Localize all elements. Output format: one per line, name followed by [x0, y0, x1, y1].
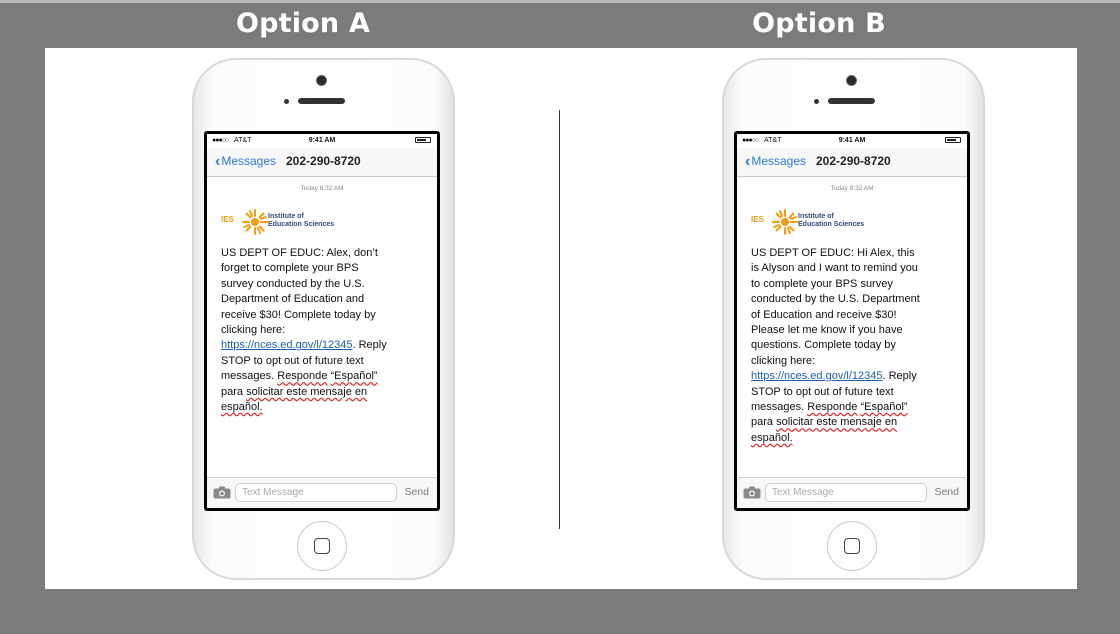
phone-option-b [722, 58, 985, 580]
status-bar [207, 134, 437, 148]
vertical-divider [559, 110, 560, 529]
logo-line-2: Education Sciences [268, 221, 335, 228]
signal-icon: ●●●○○ [742, 137, 759, 144]
text-message-input[interactable]: Text Message [235, 483, 397, 502]
ies-acronym: IES [751, 215, 764, 224]
carrier-label: AT&T [234, 137, 252, 144]
message-bubble [751, 246, 921, 446]
messages-nav-bar [737, 148, 967, 177]
battery-icon [415, 137, 431, 143]
front-camera-icon [316, 75, 327, 86]
chevron-left-icon: ‹ [215, 153, 221, 170]
option-a-title: Option A [235, 8, 371, 39]
ies-wordmark [798, 213, 864, 229]
messages-nav-bar [207, 148, 437, 177]
home-button[interactable] [827, 521, 877, 571]
phone-screen [204, 131, 440, 511]
phone-screen [734, 131, 970, 511]
earpiece-speaker [828, 98, 875, 104]
spell-flag-phrase: solicitar este mensaje en español. [221, 385, 368, 414]
text-message-input[interactable]: Text Message [765, 483, 927, 502]
logo-line-2: Education Sciences [798, 221, 865, 228]
ies-logo [221, 206, 437, 238]
spell-flag-word: “Español” [860, 401, 908, 414]
carrier-label: AT&T [764, 137, 782, 144]
send-button[interactable]: Send [404, 486, 429, 498]
sun-burst-icon [241, 208, 269, 236]
message-opt-out: . Reply STOP to opt out of future text messages. [751, 370, 917, 414]
message-timestamp: Today 8:32 AM [300, 185, 344, 192]
message-bubble [221, 246, 391, 415]
status-bar [737, 134, 967, 148]
message-timestamp: Today 8:32 AM [830, 185, 874, 192]
contact-number: 202-290-8720 [286, 154, 361, 168]
sun-burst-icon [771, 208, 799, 236]
message-opt-out: . Reply STOP to opt out of future text messages. [221, 339, 387, 383]
survey-link[interactable]: https://nces.ed.gov/l/12345 [221, 339, 353, 352]
window-top-edge [0, 0, 1120, 3]
message-word: para [221, 385, 247, 398]
phone-option-a [192, 58, 455, 580]
ies-logo [751, 206, 967, 238]
contact-number: 202-290-8720 [816, 154, 891, 168]
sensor-dot [814, 99, 819, 104]
message-text: US DEPT OF EDUC: Hi Alex, this is Alyson and I want to remind you to complete your BPS survey conducted by the U.S. Department of Education and receive $30! Please let me know if you have questions. Complete today by clicking here: [751, 247, 920, 367]
front-camera-icon [846, 75, 857, 86]
home-square-icon [844, 538, 860, 554]
home-button[interactable] [297, 521, 347, 571]
ies-wordmark [268, 213, 334, 229]
compose-bar [737, 477, 967, 508]
spell-flag-word: Responde [277, 370, 328, 383]
spell-flag-word: “Español” [330, 370, 378, 383]
spell-flag-word: Responde [807, 401, 858, 414]
sensor-dot [284, 99, 289, 104]
earpiece-speaker [298, 98, 345, 104]
battery-icon [945, 137, 961, 143]
camera-icon[interactable] [213, 486, 231, 499]
home-square-icon [314, 538, 330, 554]
spell-flag-phrase: solicitar este mensaje en español. [751, 416, 898, 444]
back-to-messages-button[interactable] [215, 154, 276, 169]
message-text: US DEPT OF EDUC: Alex, don’t forget to complete your BPS survey conducted by the U.S. Department of Education and receive $30! Complete today by clicking here: [221, 247, 378, 337]
back-label: Messages [751, 154, 807, 168]
survey-link[interactable]: https://nces.ed.gov/l/12345 [751, 370, 883, 383]
camera-icon[interactable] [743, 486, 761, 499]
chevron-left-icon: ‹ [745, 153, 751, 170]
logo-line-1: Institute of [798, 213, 834, 220]
back-label: Messages [221, 154, 277, 168]
logo-line-1: Institute of [268, 213, 304, 220]
status-time: 9:41 AM [838, 137, 866, 144]
back-to-messages-button[interactable] [745, 154, 806, 169]
status-time: 9:41 AM [308, 137, 336, 144]
ies-acronym: IES [221, 215, 234, 224]
compose-bar [207, 477, 437, 508]
signal-icon: ●●●○○ [212, 137, 229, 144]
option-b-title: Option B [752, 8, 886, 39]
message-word: para [751, 416, 777, 429]
send-button[interactable]: Send [934, 486, 959, 498]
